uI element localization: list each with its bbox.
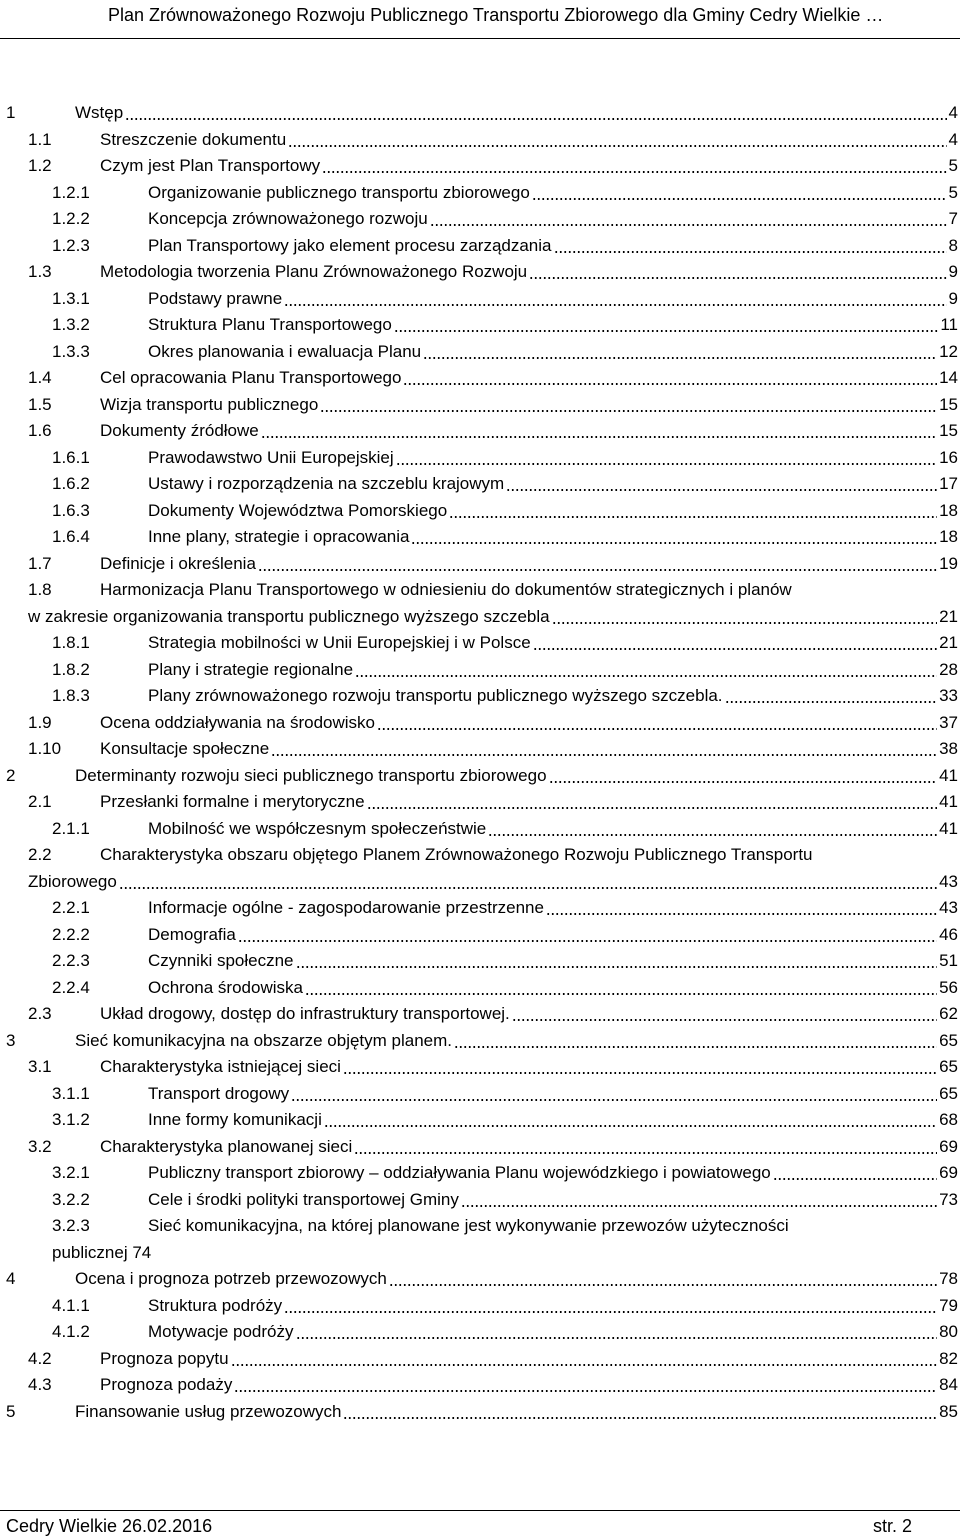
toc-entry-title: Struktura podróży	[148, 1295, 283, 1315]
toc-entry-page: 4	[948, 129, 958, 149]
toc-entry[interactable]	[0, 418, 960, 445]
toc-entry[interactable]	[0, 1293, 960, 1320]
toc-entry-number: 1.2.3	[52, 235, 90, 255]
toc-entry[interactable]	[0, 1081, 960, 1108]
toc-entry[interactable]	[0, 339, 960, 366]
toc-entry-title: Koncepcja zrównoważonego rozwoju	[148, 209, 428, 228]
toc-entry-number: 3.2	[28, 1136, 52, 1156]
toc-entry-title: Informacje ogólne - zagospodarowanie przestrzenne	[148, 898, 544, 917]
toc-entry-title: Konsultacje społeczne	[100, 739, 270, 758]
toc-entry-number: 2.2.4	[52, 977, 90, 997]
dot-leader	[322, 162, 946, 176]
toc-entry-page: 80	[939, 1322, 958, 1341]
toc-entry-number: 1.2.1	[52, 182, 90, 202]
toc-entry-number: 4	[6, 1269, 16, 1288]
toc-entry[interactable]	[0, 736, 960, 763]
toc-entry-page: 12	[939, 341, 958, 361]
toc-entry-page: 62	[939, 1004, 958, 1023]
toc-entry-page: 4	[948, 103, 958, 122]
toc-entry-number: 2.2	[28, 845, 52, 864]
toc-entry[interactable]	[0, 259, 960, 286]
toc-entry-title: Układ drogowy, dostęp do infrastruktury transportowej.	[100, 1004, 510, 1023]
dot-leader	[529, 268, 946, 282]
toc-entry[interactable]	[0, 1399, 960, 1426]
toc-entry-page: 9	[948, 262, 958, 281]
dot-leader	[411, 533, 937, 547]
toc-entry-page: 65	[939, 1030, 958, 1050]
toc-entry[interactable]	[0, 153, 960, 180]
toc-entry-title: Ochrona środowiska	[148, 977, 303, 997]
toc-entry[interactable]	[0, 630, 960, 657]
toc-entry[interactable]	[0, 1319, 960, 1346]
toc-entry-number: 3.1	[28, 1057, 52, 1076]
toc-entry-page: 43	[939, 898, 958, 917]
toc-entry-number: 1.6	[28, 421, 52, 440]
toc-entry-number: 2.2.3	[52, 951, 90, 970]
toc-entry-page: 37	[939, 712, 958, 732]
dot-leader	[231, 1355, 938, 1369]
toc-entry-title: Mobilność we współczesnym społeczeństwie	[148, 818, 487, 838]
toc-entry-title: Dokumenty Województwa Pomorskiego	[148, 500, 448, 520]
toc-entry-page: 33	[939, 686, 958, 705]
toc-entry-number: 4.1.2	[52, 1322, 90, 1341]
toc-entry[interactable]	[0, 657, 960, 684]
dot-leader	[258, 560, 937, 574]
toc-entry-title: Cel opracowania Planu Transportowego	[100, 368, 402, 387]
toc-entry[interactable]	[0, 922, 960, 949]
toc-entry[interactable]	[0, 763, 960, 790]
toc-entry-title: publicznej 74	[52, 1242, 152, 1262]
toc-entry-page: 7	[948, 209, 958, 228]
toc-entry[interactable]	[0, 1213, 960, 1266]
toc-entry-number: 1.9	[28, 712, 52, 732]
toc-entry-title: Harmonizacja Planu Transportowego w odniesieniu do dokumentów strategicznych i planów	[100, 580, 792, 599]
toc-entry-title: Publiczny transport zbiorowy – oddziaływania Planu wojewódzkiego i powiatowego	[148, 1163, 771, 1182]
toc-entry-title: Ocena i prognoza potrzeb przewozowych	[75, 1269, 387, 1288]
toc-entry[interactable]	[0, 286, 960, 313]
dot-leader	[454, 1037, 937, 1051]
dot-leader	[238, 931, 937, 945]
toc-entry-number: 1.2.2	[52, 209, 90, 228]
toc-entry-page: 82	[939, 1348, 958, 1368]
toc-entry[interactable]	[0, 1266, 960, 1293]
toc-entry[interactable]	[0, 1372, 960, 1399]
toc-entry-number: 1.8.2	[52, 659, 90, 679]
toc-entry-title: Ocena oddziaływania na środowisko	[100, 712, 375, 732]
toc-entry-page: 5	[948, 182, 958, 202]
toc-entry-title: Okres planowania i ewaluacja Planu	[148, 341, 422, 361]
toc-entry-title: Sieć komunikacyjna na obszarze objętym planem.	[75, 1030, 453, 1050]
dot-leader	[271, 745, 937, 759]
dot-leader	[546, 904, 937, 918]
toc-entry-title: Dokumenty źródłowe	[100, 421, 259, 440]
toc-entry-number: 1.2	[28, 156, 52, 175]
toc-entry-number: 3.1.2	[52, 1110, 90, 1129]
toc-entry-title: w zakresie organizowania transportu publicznego wyższego szczebla	[28, 606, 550, 626]
toc-entry-number: 1.8.1	[52, 633, 90, 652]
dot-leader	[506, 480, 937, 494]
dot-leader	[461, 1196, 937, 1210]
toc-entry-title: Demografia	[148, 924, 236, 944]
toc-entry-page: 43	[939, 871, 958, 891]
dot-leader	[324, 1116, 937, 1130]
toc-entry-title: Cele i środki polityki transportowej Gminy	[148, 1189, 459, 1209]
toc-entry-title: Determinanty rozwoju sieci publicznego transportu zbiorowego	[75, 765, 547, 785]
dot-leader	[355, 666, 937, 680]
toc-entry-title: Motywacje podróży	[148, 1322, 294, 1341]
toc-entry-title: Sieć komunikacyjna, na której planowane jest wykonywanie przewozów użyteczności	[148, 1216, 789, 1235]
toc-entry-title: Plan Transportowy jako element procesu zarządzania	[148, 235, 552, 255]
toc-entry-title: Wizja transportu publicznego	[100, 394, 319, 414]
toc-entry-number: 1.8.3	[52, 686, 90, 705]
toc-entry-page: 17	[939, 474, 958, 493]
toc-entry[interactable]	[0, 816, 960, 843]
dot-leader	[488, 825, 937, 839]
running-header: Plan Zrównoważonego Rozwoju Publicznego Transportu Zbiorowego dla Gminy Cedry Wielkie …	[108, 5, 884, 25]
toc-entry-page: 69	[939, 1163, 958, 1182]
toc-entry[interactable]	[0, 524, 960, 551]
toc-entry[interactable]	[0, 577, 960, 630]
toc-entry-page: 41	[939, 818, 958, 838]
toc-entry[interactable]	[0, 683, 960, 710]
toc-entry[interactable]	[0, 498, 960, 525]
dot-leader	[533, 639, 937, 653]
toc-entry-title: Strategia mobilności w Unii Europejskiej i w Polsce	[148, 633, 531, 652]
dot-leader	[284, 1302, 937, 1316]
toc-entry-title: Wstęp	[75, 103, 124, 122]
toc-entry-page: 68	[939, 1110, 958, 1129]
toc-entry-number: 3.2.1	[52, 1163, 90, 1182]
toc-entry-page: 5	[948, 156, 958, 175]
dot-leader	[261, 427, 937, 441]
header-divider	[0, 38, 960, 39]
toc-entry[interactable]	[0, 1134, 960, 1161]
dot-leader	[449, 507, 937, 521]
toc-entry-title: Prognoza popytu	[100, 1348, 229, 1368]
dot-leader	[354, 1143, 937, 1157]
toc-entry[interactable]	[0, 471, 960, 498]
dot-leader	[305, 984, 937, 998]
toc-entry[interactable]	[0, 1054, 960, 1081]
toc-entry-title: Czym jest Plan Transportowy	[100, 156, 321, 175]
toc-entry-page: 56	[939, 977, 958, 997]
toc-entry-title: Prognoza podaży	[100, 1375, 233, 1394]
toc-entry[interactable]	[0, 1001, 960, 1028]
toc-entry[interactable]	[0, 392, 960, 419]
toc-entry-number: 1.5	[28, 394, 52, 414]
toc-entry-page: 85	[939, 1401, 958, 1421]
dot-leader	[125, 109, 946, 123]
footer-divider	[0, 1510, 960, 1511]
dot-leader	[320, 401, 937, 415]
toc-entry-title: Zbiorowego	[28, 871, 117, 891]
toc-entry[interactable]	[0, 1187, 960, 1214]
toc-entry-number: 1.3.2	[52, 315, 90, 334]
toc-entry-page: 14	[939, 368, 958, 387]
toc-entry-number: 3.1.1	[52, 1083, 90, 1103]
toc-entry-number: 3.2.2	[52, 1189, 90, 1209]
dot-leader	[423, 348, 937, 362]
toc-entry-page: 15	[939, 394, 958, 414]
toc-entry-page: 21	[939, 606, 958, 626]
toc-entry[interactable]	[0, 365, 960, 392]
toc-entry-number: 4.1.1	[52, 1295, 90, 1315]
toc-entry-title: Metodologia tworzenia Planu Zrównoważonego Rozwoju	[100, 262, 528, 281]
toc-entry-number: 2.1.1	[52, 818, 90, 838]
toc-entry-title: Finansowanie usług przewozowych	[75, 1401, 342, 1421]
toc-entry-number: 1.6.4	[52, 527, 90, 546]
toc-entry-page: 11	[940, 315, 958, 334]
toc-entry-page: 8	[948, 235, 958, 255]
toc-entry-page: 65	[939, 1057, 958, 1076]
toc-entry-title: Struktura Planu Transportowego	[148, 315, 392, 334]
toc-entry-page: 18	[939, 527, 958, 546]
footer-page-number: str. 2	[872, 1516, 912, 1536]
toc-entry-title: Charakterystyka planowanej sieci	[100, 1136, 353, 1156]
toc-entry[interactable]	[0, 206, 960, 233]
toc-entry-page: 73	[939, 1189, 958, 1209]
toc-entry-number: 2.2.2	[52, 924, 90, 944]
toc-entry-title: Prawodawstwo Unii Europejskiej	[148, 447, 394, 467]
toc-entry[interactable]	[0, 551, 960, 578]
toc-entry-page: 46	[939, 924, 958, 944]
toc-entry-title: Przesłanki formalne i merytoryczne	[100, 792, 365, 811]
toc-entry-number: 1.6.3	[52, 500, 90, 520]
toc-entry-number: 4.2	[28, 1348, 52, 1368]
toc-entry-number: 5	[6, 1401, 16, 1421]
toc-entry[interactable]	[0, 710, 960, 737]
toc-entry-number: 2.2.1	[52, 898, 90, 917]
toc-entry-page: 41	[939, 765, 958, 785]
toc-entry-page: 84	[939, 1375, 958, 1394]
toc-entry-page: 21	[939, 633, 958, 652]
footer-date: Cedry Wielkie 26.02.2016	[6, 1516, 213, 1536]
toc-entry[interactable]	[0, 975, 960, 1002]
toc-entry[interactable]	[0, 445, 960, 472]
toc-entry[interactable]	[0, 895, 960, 922]
toc-entry-title: Transport drogowy	[148, 1083, 290, 1103]
toc-entry-page: 51	[939, 951, 958, 970]
toc-entry-page: 69	[939, 1136, 958, 1156]
toc-entry[interactable]	[0, 1160, 960, 1187]
dot-leader	[512, 1010, 937, 1024]
toc-entry-number: 1.6.2	[52, 474, 90, 493]
dot-leader	[343, 1063, 937, 1077]
toc-entry-page: 79	[939, 1295, 958, 1315]
toc-entry-title: Podstawy prawne	[148, 288, 283, 308]
dot-leader	[288, 136, 946, 150]
toc-entry-page: 18	[939, 500, 958, 520]
toc-entry-number: 3	[6, 1030, 16, 1050]
toc-entry-number: 1.7	[28, 553, 52, 573]
dot-leader	[532, 189, 947, 203]
toc-entry-title: Ustawy i rozporządzenia na szczeblu krajowym	[148, 474, 505, 493]
toc-entry-page: 41	[939, 792, 958, 811]
toc-entry-number: 1.10	[28, 739, 62, 758]
toc-entry-title: Charakterystyka obszaru objętego Planem Zrównoważonego Rozwoju Publicznego Transportu	[100, 845, 813, 864]
toc-entry-page: 38	[939, 739, 958, 758]
toc-entry-page: 65	[939, 1083, 958, 1103]
dot-leader	[389, 1275, 937, 1289]
dot-leader	[284, 295, 946, 309]
toc-entry[interactable]	[0, 312, 960, 339]
dot-leader	[296, 1328, 938, 1342]
toc-entry-number: 3.2.3	[52, 1216, 90, 1235]
toc-entry-number: 4.3	[28, 1375, 52, 1394]
toc-entry-title: Czynniki społeczne	[148, 951, 294, 970]
dot-leader	[343, 1408, 937, 1422]
toc-entry-title: Inne plany, strategie i opracowania	[148, 527, 410, 546]
toc-entry-title: Organizowanie publicznego transportu zbiorowego	[148, 182, 530, 202]
dot-leader	[377, 719, 937, 733]
dot-leader	[549, 772, 938, 786]
toc-entry-page: 78	[939, 1269, 958, 1288]
dot-leader	[234, 1381, 937, 1395]
toc-entry[interactable]	[0, 1107, 960, 1134]
toc-entry[interactable]	[0, 1028, 960, 1055]
dot-leader	[773, 1169, 937, 1183]
dot-leader	[552, 613, 937, 627]
toc-entry[interactable]	[0, 233, 960, 260]
dot-leader	[725, 692, 938, 706]
dot-leader	[396, 454, 937, 468]
toc-entry[interactable]	[0, 1346, 960, 1373]
dot-leader	[291, 1090, 937, 1104]
toc-entry-page: 28	[939, 659, 958, 679]
toc-entry-number: 2.3	[28, 1004, 52, 1023]
toc-entry-number: 1.3	[28, 262, 52, 281]
toc-entry[interactable]	[0, 789, 960, 816]
toc-entry[interactable]	[0, 842, 960, 895]
toc-entry-page: 15	[939, 421, 958, 440]
toc-entry[interactable]	[0, 127, 960, 154]
toc-entry-number: 1.1	[28, 129, 52, 149]
toc-entry-number: 2	[6, 765, 16, 785]
toc-entry-page: 9	[948, 288, 958, 308]
toc-entry-number: 1.4	[28, 368, 52, 387]
toc-entry[interactable]	[0, 100, 960, 127]
toc-entry[interactable]	[0, 948, 960, 975]
toc-entry-title: Inne formy komunikacji	[148, 1110, 322, 1129]
toc-entry-title: Plany i strategie regionalne	[148, 659, 354, 679]
toc-entry-number: 1.8	[28, 580, 52, 599]
table-of-contents	[0, 100, 960, 1425]
toc-entry-title: Plany zrównoważonego rozwoju transportu publicznego wyższego szczebla.	[148, 686, 723, 705]
toc-entry-number: 1.3.1	[52, 288, 90, 308]
toc-entry-title: Definicje i określenia	[100, 553, 256, 573]
toc-entry-number: 2.1	[28, 792, 52, 811]
dot-leader	[296, 957, 938, 971]
toc-entry-title: Streszczenie dokumentu	[100, 129, 287, 149]
toc-entry-title: Charakterystyka istniejącej sieci	[100, 1057, 341, 1076]
toc-entry-page: 16	[939, 447, 958, 467]
toc-entry-number: 1.3.3	[52, 341, 90, 361]
dot-leader	[367, 798, 938, 812]
dot-leader	[119, 878, 937, 892]
dot-leader	[554, 242, 947, 256]
toc-entry-page: 19	[939, 553, 958, 573]
dot-leader	[394, 321, 939, 335]
dot-leader	[430, 215, 947, 229]
toc-entry-number: 1.6.1	[52, 447, 90, 467]
toc-entry[interactable]	[0, 180, 960, 207]
toc-entry-number: 1	[6, 103, 16, 122]
dot-leader	[403, 374, 937, 388]
